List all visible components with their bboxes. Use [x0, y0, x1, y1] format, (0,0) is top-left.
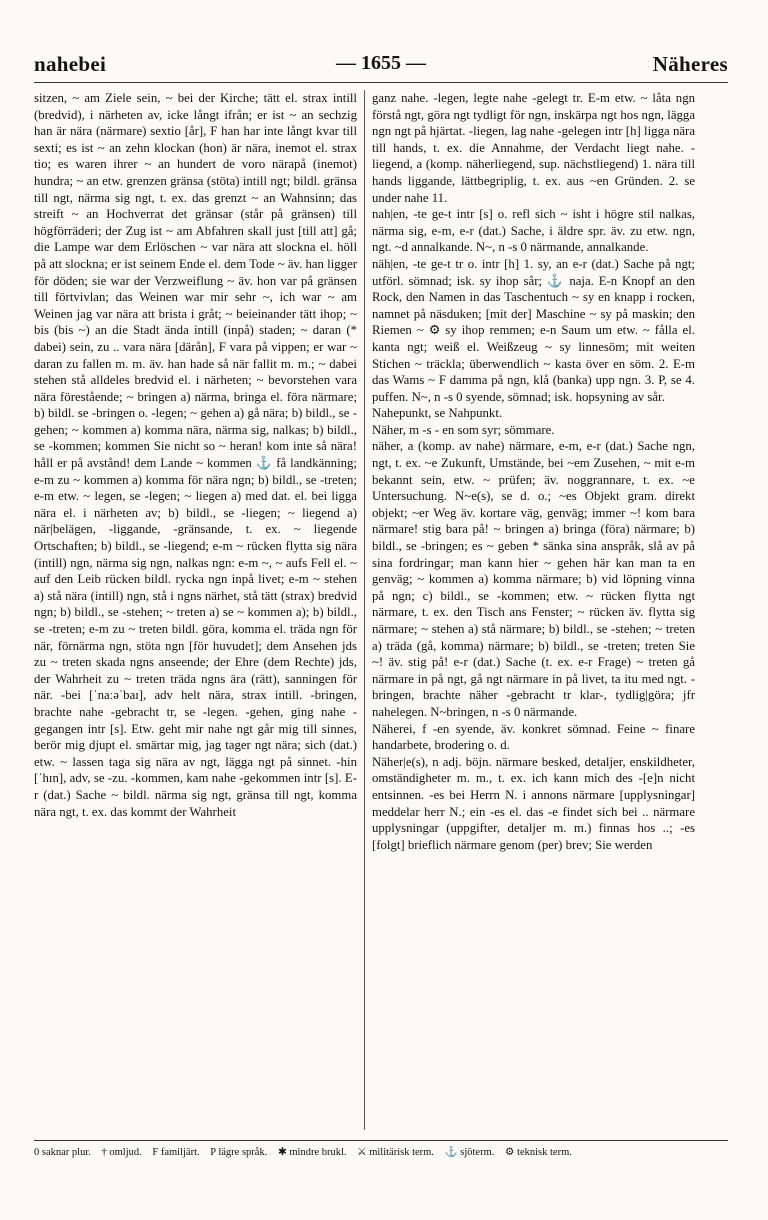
dictionary-entry: Näherei, f -en syende, äv. konkret sömnad. Feine ~ finare handarbete, brodering o. d.: [372, 721, 695, 753]
legend-item: ⚓ sjöterm.: [444, 1147, 495, 1158]
dictionary-entry: Näher|e(s), n adj. böjn. närmare besked, detaljer, enskildheter, omständigheter m. m., t. ex. ich kann mich des -[e]n nicht entsinnen. -es bei Herrn N. i annons närmare [upplysningar] meddelar herr N.; ein -es el. das -e findet sich bei .. närmare upplysningar (uppgifter, detaljer m. m.) finnas hos ..; -es [folgt] brieflich närmare genom (per) brev; Sie werden: [372, 754, 695, 852]
legend-item: ⚙ teknisk term.: [505, 1147, 572, 1158]
footer-rule: [34, 1140, 728, 1141]
header-rule: [34, 82, 728, 83]
legend-item: F familjärt.: [152, 1147, 200, 1158]
left-column: [34, 90, 357, 1130]
dictionary-entry: sitzen, ~ am Ziele sein, ~ bei der Kirche; tätt el. strax intill (bredvid), i närheten av, icke långt ifrån; er ist ~ an sechzig han är nära (närmare) sextio [år], F han har inte långt kvar till sexti; es ist ~ an zehn klockan (hon) är nära, inemot el. strax tio; es waren ihrer ~ an hundert de voro närapå (inemot) hundra; ~ an etw. grenzen gränsa (stöta) intill ngt; bildl. gränsa till ngt, närma sig ngt, t. ex. das grenzt ~ an Wahnsinn; das streift ~ an Hochverrat det gränsar (står på gränsen) till högförräderi; der Zug ist ~ am Abfahren skall just [till att] gå; die Lampe war dem Erlöschen ~ var nära att slockna el. höll på att slockna; er ist seinem Ende el. dem Tode ~ äv. han ligger för döden; sie war der Verzweiflung ~ äv. hon var på gränsen till förtvivlan; das Weinen war mir sehr ~, ich war ~ am Weinen jag var nära att brista i gråt; ~ beieinander tätt ihop; ~ bis (bis ~) an die Stadt ända intill (inpå) staden; ~ daran (* dabei) sein, zu .. vara nära [därån], F vara på vippen; er war ~ daran zu fallen m. m. äv. han hade så när fallit m. m.; ~ dabei stehen stå alldeles bredvid el. i närheten; ~ bevorstehen vara nära förestående; ~ bringen a) närma, bringa el. föra närmare; b) bildl. se -bringen o. -legen; ~ gehen a) gå nära; b) bildl., se -gehen; ~ kommen a) komma nära, närma sig, nalkas; b) bildl., se -kommen; kommen Sie nicht so ~ heran! kom inte så nära! håll er på avstånd! dem Lande ~ kommen ⚓ få landkänning; e-m zu ~ kommen a) komma för nära ngn; b) bildl., se -treten; e-m etw. ~ legen, se -legen; ~ liegen a) med dat. el. bei ligga nära el. i närheten av; b) bildl., se -liegen; ~ liegend a) när|belägen, -liggande, -gränsande, t. ex. ~ liegende Ortschaften; b) bildl., se -liegend; e-m ~ rücken flytta sig nära (intill) ngn, närma sig ngn, nalkas ngn: e-m ~, ~ aufs Fell el. ~ auf den Leib rücken bildl. rycka ngn inpå livet; e-m ~ stehen a) stå nära (intill) ngn, stå i ngns närhet, stå tätt (strax) bredvid ngn; b) bildl., se -stehen; ~ treten a) se ~ kommen a); b) bildl., se -treten; e-m zu ~ treten bildl. göra, komma el. träda ngn för när, förnärma ngn, stöta ngn [för huvudet]; dem Ansehen jds zu ~ treten skada ngns anseende; der Ehre (dem Rechte) jds, der Wahrheit zu ~ treten träda ngns ära (rätt), sanningen för när. -bei [ˈnaːəˈbaɪ], adv helt nära, strax intill. -bringen, brachte nahe -gebracht tr, se -legen. -gehen, ging nahe -gegangen intr [s]. Etw. geht mir nahe ngt går mig till sinnes, berör mig djupt el. smärtar mig, jag tager ngt nära; sich (dat.) etw. ~ lassen taga sig nära av ngt, lägga ngt på sinnet. -hin [ˈhɪn], adv, se -zu. -kommen, kam nahe -gekommen intr [s]. E-r (dat.) Sache ~ bildl. närma sig ngt, gränsa till ngt, komma nära ngt, t. ex. das kommt der Wahrheit: [34, 91, 357, 819]
legend-item: P lägre språk.: [210, 1147, 268, 1158]
dictionary-entry: ganz nahe. -legen, legte nahe -gelegt tr. E-m etw. ~ låta ngn förstå ngt, göra ngt tydligt för ngn, inskärpa ngt hos ngn, lägga ngn ngt på hjärtat. -liegen, lag nahe -gelegen intr [h] ligga nära till hands, t. ex. die Annahme, der Verdacht liegt nahe. -liegend, a (komp. näherliegend, sup. nächstliegend) 1. nära till hands liggande, lättbegriplig, t. ex. aus ~en Gründen. 2. se under nahe 11.: [372, 91, 695, 205]
dictionary-entry: näh|en, -te ge-t tr o. intr [h] 1. sy, an e-r (dat.) Sache på ngt; utförl. sömnad; isk. sy ihop sår; ⚓ naja. E-n Knopf an den Rock, den Namen in das Taschentuch ~ sy en knapp i rocken, namnet på näsduken; [mit der] Maschine ~ sy på maskin; den Riemen ~ ⚙ sy ihop remmen; e-n Saum um etw. ~ fålla el. kanta ngt; weiß el. Weißzeug ~ sy linnesöm; mit weiten Stichen ~ träckla; überwendlich ~ kasta över en söm. 2. E-m das Wams ~ F damma på ngn, klå (banka) upp ngn. 3. P, se 4. puffen. N~, n -s 0 syende, sömnad; isk. hopsyning av sår.: [372, 256, 695, 404]
legend-item: † omljud.: [101, 1147, 142, 1158]
page-number: — 1655 —: [336, 52, 426, 74]
column-divider: [364, 90, 365, 1130]
text-columns: [34, 90, 728, 1130]
legend-item: 0 saknar plur.: [34, 1147, 91, 1158]
abbreviation-legend: [34, 1146, 728, 1160]
dictionary-entry: nah|en, -te ge-t intr [s] o. refl sich ~ isht i högre stil nalkas, närma sig, e-m, e-r (dat.) Sache, i äldre spr. äv. zu etw. ngn, ngt. ~d annalkande. N~, n -s 0 närmande, annalkande.: [372, 207, 695, 255]
page-header: [34, 46, 728, 82]
dictionary-entry: Näher, m -s - en som syr; sömmare.: [372, 422, 555, 437]
dictionary-entry: Nahepunkt, se Nahpunkt.: [372, 406, 503, 421]
dictionary-entry: näher, a (komp. av nahe) närmare, e-m, e-r (dat.) Sache ngn, ngt, t. ex. ~e Zukunft, Umstände, bei ~em Zusehen, ~ mit e-m bekannt sein, etw. ~ prüfen; äv. noggrannare, t. ex. ~e Untersuchung. N~e(s), se d. o.; ~es Objekt gram. direkt objekt; ~er Weg äv. kortare väg, genväg; immer ~! kom bara närmare! stig bara på! ~ bringen a) bringa (föra) närmare; b) bildl., se -bringen; es ~ geben * sänka sina anspråk, slå av på sina fordringar; man kann hier ~ gehen här kan man ta en genväg; ~ kommen a) komma närmare; b) vid löpning vinna på ngn; c) bildl., se -kommen; etw. ~ rücken flytta ngt närmare, t. ex. den Tisch ans Fenster; ~ rücken äv. flytta sig närmare; ~ stehen a) stå närmare; b) bildl., se -stehen; ~ treten a) träda (gå, komma) närmare; b) bildl., se -treten; treten Sie ~! äv. stig på! e-r (dat.) Sache (t. ex. e-r Frage) ~ treten gå närmare in på ngt, gå ngt närmare in på livet, ta itu med ngt. -bringen, brachte näher -gebracht tr klar-, tydlig|göra; jfr nahelegen. N~bringen, n -s 0 närmande.: [372, 439, 695, 719]
legend-item: ✱ mindre brukl.: [277, 1147, 347, 1158]
left-guideword: nahebei: [34, 52, 107, 76]
right-guideword: Näheres: [652, 52, 728, 76]
legend-item: ⚔ militärisk term.: [357, 1147, 434, 1158]
right-column: [372, 90, 695, 1130]
